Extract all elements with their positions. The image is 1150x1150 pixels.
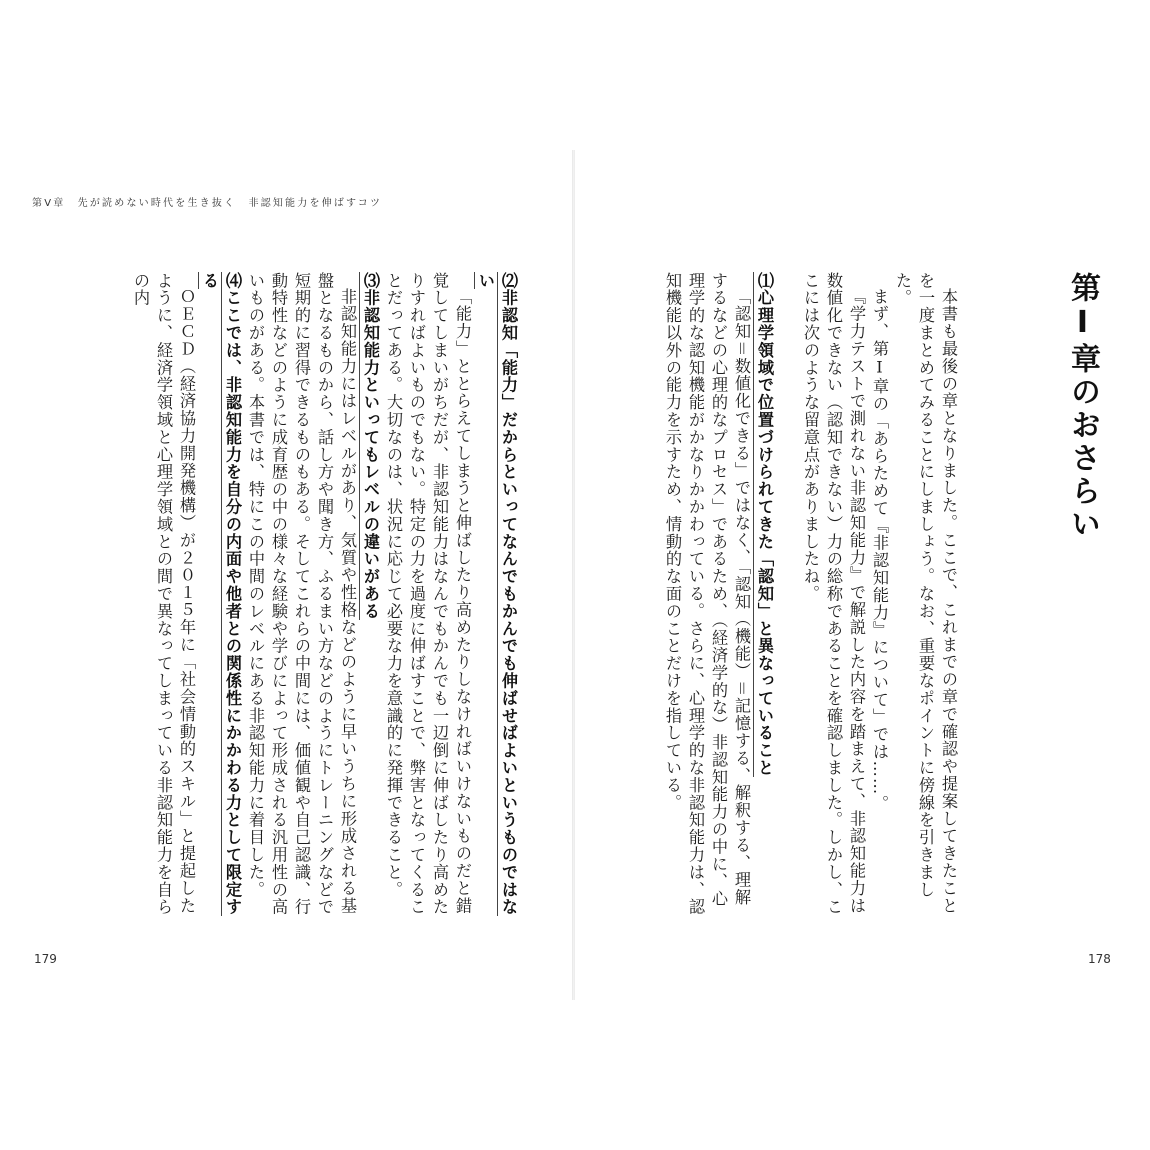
page-number-left: 179: [34, 952, 57, 966]
left-page-body: [38, 272, 520, 922]
section-1-heading: [753, 272, 776, 922]
section-2-heading-text: ⑵非認知「能力」だからといってなんでもかんでも伸ばせばよいというものではない: [476, 272, 518, 916]
section-2-heading: [474, 272, 520, 922]
section-2-body: 「能力」ととらえてしまうと伸ばしたり高めたりしなければいけないものだと錯覚してしまいがちだが、非認知能力はなんでもかんでも一辺倒に伸ばしたり高めたりすればよいものでもない。特定の力を過度に伸ばすことで、弊害となってくることだってある。大切なのは、状況に応じて必要な力を意識的に発揮できること。: [384, 272, 472, 916]
section-1-body: 「認知＝数値化できる」ではなく、「認知（機能）＝記憶する、解釈する、理解するなどの心理的なプロセス」であるため、（経済学的な）非認知能力の中に、心理学的な認知機能がかなりかかわっている。さらに、心理学的な非認知能力は、認知機能以外の能力を示すため、情動的な面のことだけを指している。: [663, 272, 751, 916]
intro-paragraph-3: 『学力テストで測れない非認知能力』で解説した内容を踏まえて、非認知能力は数値化できない（認知できない）力の総称であることを確認しました。しかし、ここには次のような留意点がありましたね。: [801, 272, 866, 916]
section-4-body: ＯＥＣＤ（経済協力開発機構）が２０１５年に「社会情動的スキル」と提起したように、経済学領域と心理学領域との間で異なってしまっている非認知能力を自らの内: [131, 272, 196, 916]
page-number-right: 178: [1088, 952, 1111, 966]
running-head: 第V章 先が読めない時代を生き抜く 非認知能力を伸ばすコツ: [32, 198, 383, 209]
section-3-body: 非認知能力にはレベルがあり、気質や性格などのように早いうちに形成される基盤となるものから、話し方や聞き方、ふるまい方などのようにトレーニングなどで短期的に習得できるものもある。そしてこれらの中間には、価値観や自己認識、行動特性などのように成育歴の中の様々な経験や学びによって形成される汎用性の高いものがある。本書では、特にこの中間のレベルにある非認知能力に着目した。: [246, 272, 357, 916]
section-1-heading-text: ⑴心理学領域で位置づけられてきた「認知」と異なっていること: [755, 272, 774, 777]
page-gutter-line: [574, 150, 575, 1000]
intro-paragraph-1: 本書も最後の章となりました。ここで、これまでの章で確認や提案してきたことを一度まとめてみることにしましょう。なお、重要なポイントに傍線を引きました。: [893, 272, 958, 915]
section-4-heading-text: ⑷ここでは、非認知能力を自分の内面や他者との関係性にかかわる力として限定する: [200, 272, 242, 916]
section-3-heading-text: ⑶非認知能力といってもレベルの違いがある: [361, 272, 380, 620]
section-gap: [776, 272, 799, 922]
section-4-heading: [198, 272, 244, 922]
chapter-title: 第Ⅰ章のおさらい: [1065, 272, 1100, 541]
section-3-heading: [359, 272, 382, 922]
intro-paragraph-2: まず、第Ⅰ章の「あらためて『非認知能力』について」では……。: [870, 288, 889, 813]
right-page-body: [640, 272, 960, 922]
